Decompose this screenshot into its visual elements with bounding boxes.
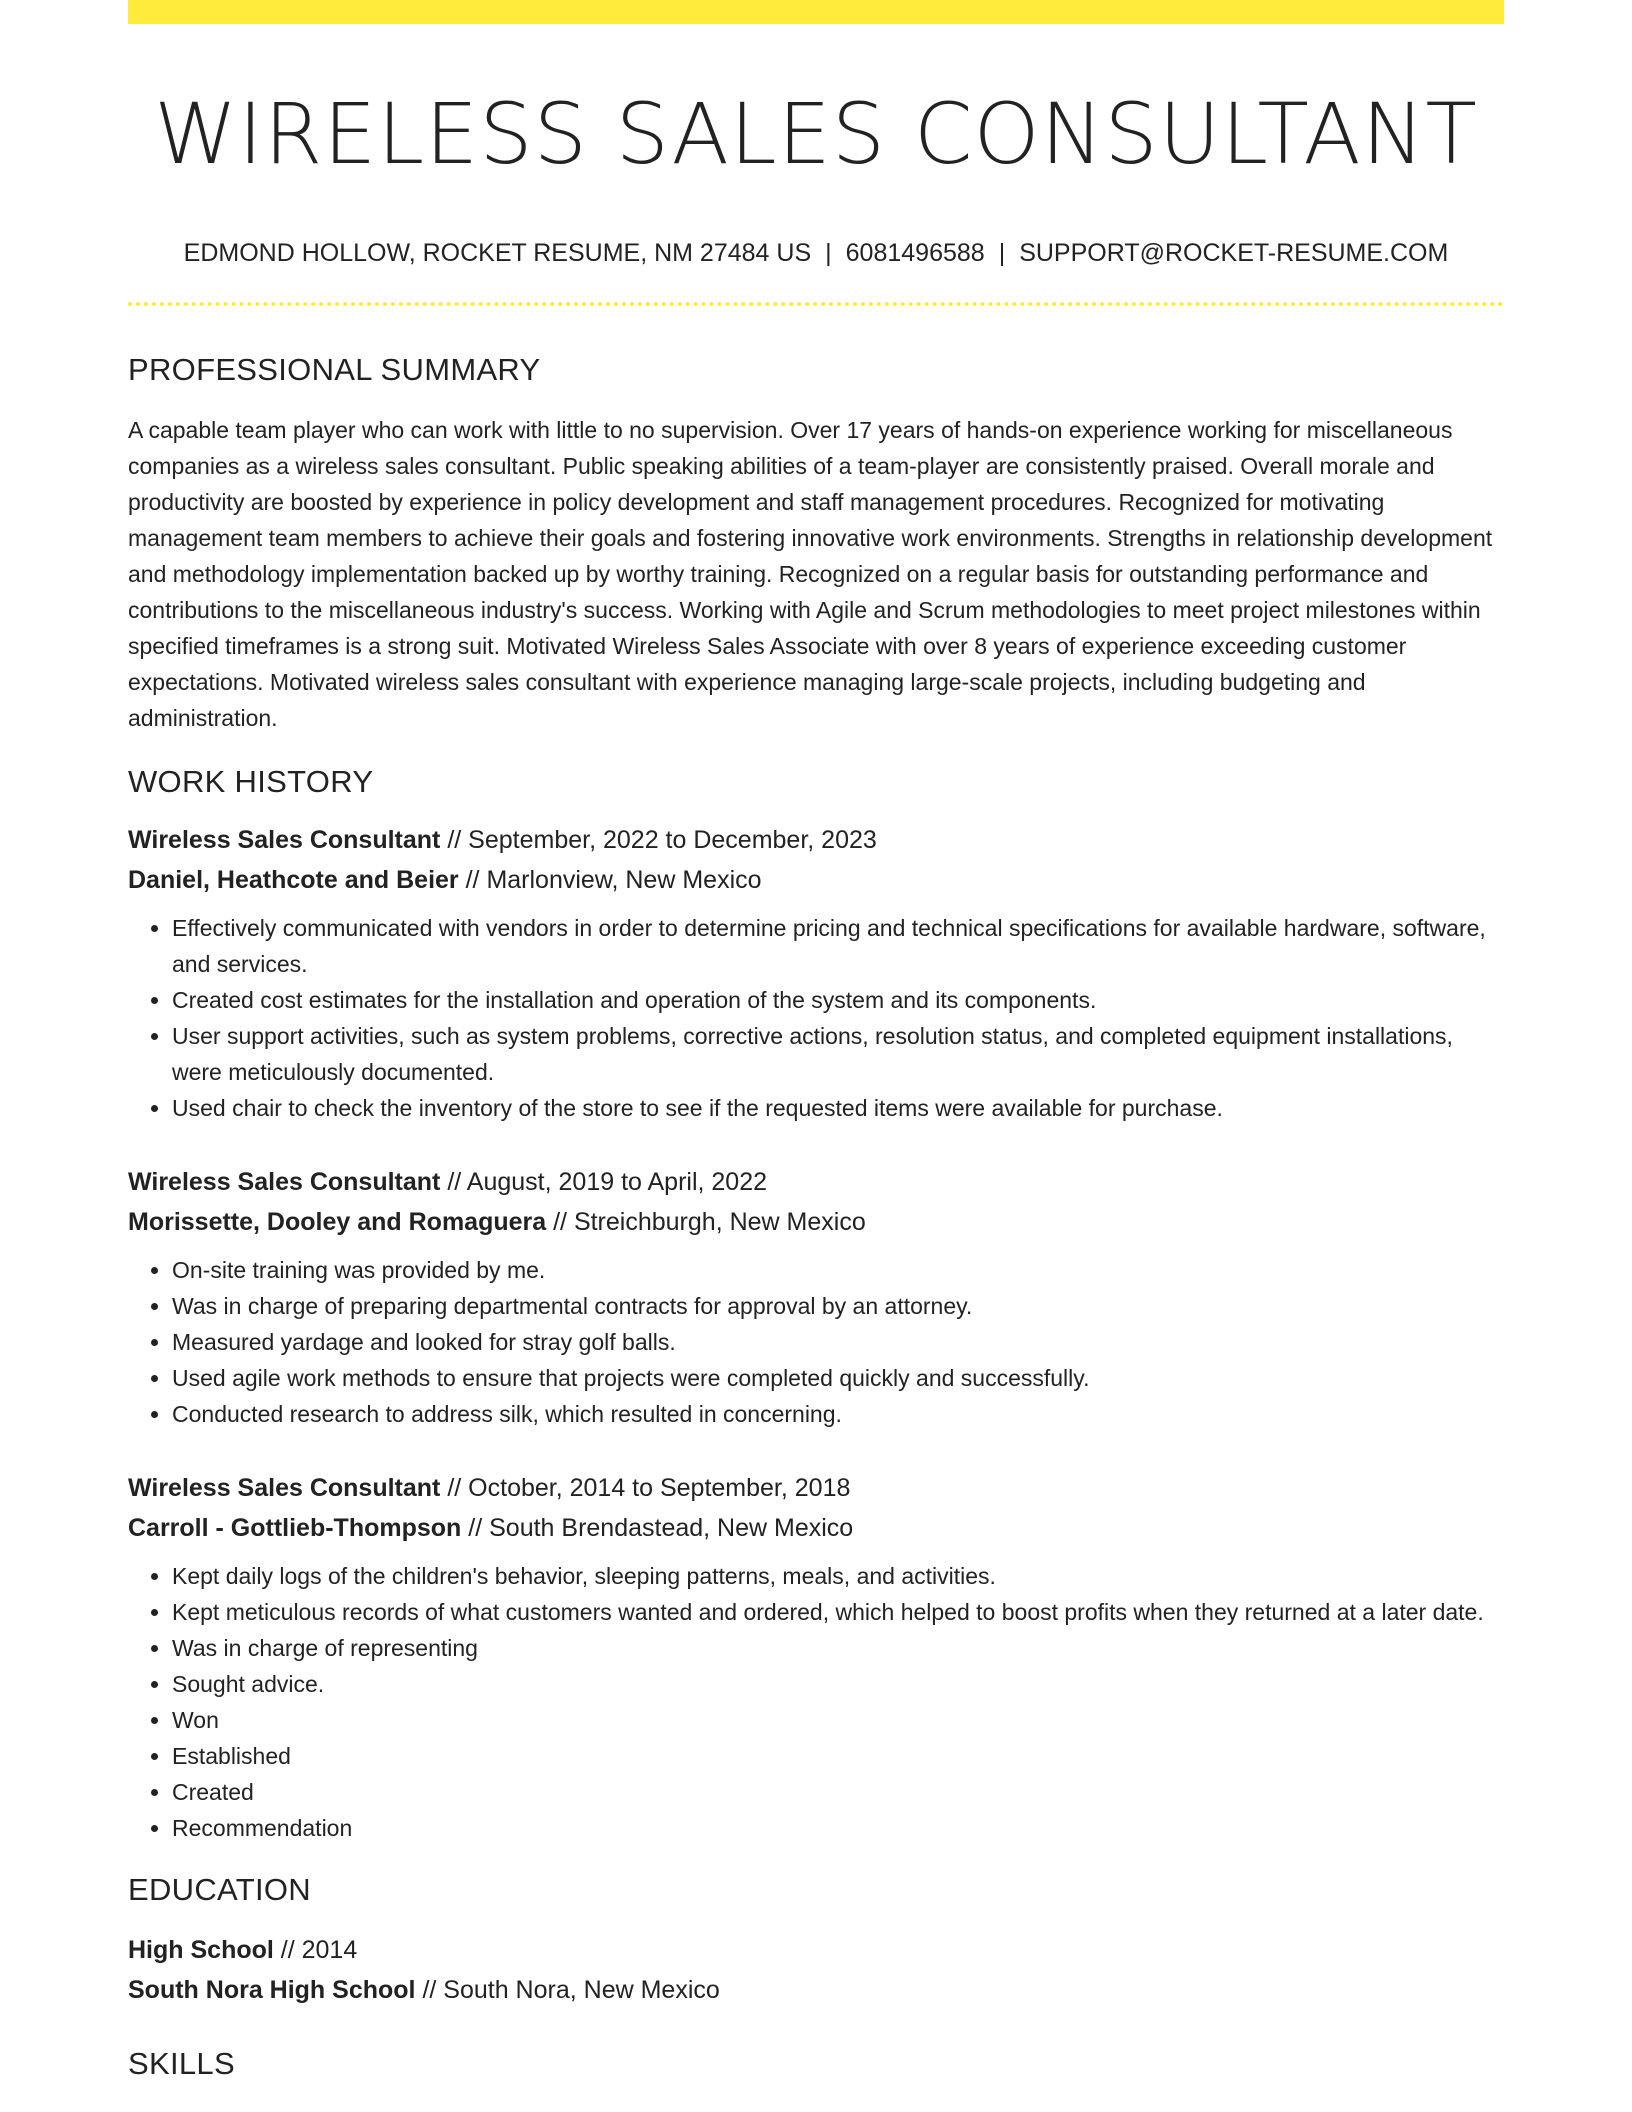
job-company-line (128, 860, 1504, 900)
job-entry (128, 1468, 1504, 1846)
job-bullet: • Kept meticulous records of what customers wanted and ordered, which helped to boost profits when they returned at a later date. (172, 1594, 1504, 1630)
job-dates: // October, 2014 to September, 2018 (440, 1473, 851, 1502)
job-title: Wireless Sales Consultant (128, 1167, 441, 1196)
job-bullets (128, 910, 1504, 1126)
education-heading: EDUCATION (128, 1871, 311, 1907)
job-company-line (128, 1202, 1504, 1242)
job-title: Wireless Sales Consultant (128, 1473, 441, 1502)
job-bullet: • Used agile work methods to ensure that projects were completed quickly and successfully. (172, 1360, 1504, 1396)
resume-title: WIRELESS SALES CONSULTANT (154, 85, 1478, 183)
job-bullet: • On-site training was provided by me. (172, 1252, 1504, 1288)
education-degree: High School (128, 1935, 274, 1964)
job-title: Wireless Sales Consultant (128, 825, 441, 854)
job-bullet: • Conducted research to address silk, which resulted in concerning. (172, 1396, 1504, 1432)
education-year: // 2014 (273, 1935, 358, 1964)
job-bullet: • Established (172, 1738, 1504, 1774)
job-location: // Marlonview, New Mexico (458, 865, 762, 894)
summary-text: A capable team player who can work with little to no supervision. Over 17 years of hands-on experience working for miscellaneous companies as a wireless sales consultant. Public speaking abilities of a team-player are consistently praised. Overall morale and productivity are boosted by experience in policy development and staff management procedures. Recognized for motivating management team members to achieve their goals and fostering innovative work environments. Strengths in relationship development and methodology implementation backed up by worthy training. Recognized on a regular basis for outstanding performance and contributions to the miscellaneous industry's success. Working with Agile and Scrum methodologies to meet project milestones within specified timeframes is a strong suit. Motivated Wireless Sales Associate with over 8 years of experience exceeding customer expectations. Motivated wireless sales consultant with experience managing large-scale projects, including budgeting and administration. (128, 416, 1493, 731)
education-school: South Nora High School (128, 1975, 416, 2004)
skills-heading: SKILLS (128, 2045, 235, 2081)
job-bullets (128, 1558, 1504, 1846)
education-location: // South Nora, New Mexico (415, 1975, 720, 2004)
job-dates: // August, 2019 to April, 2022 (440, 1167, 768, 1196)
job-bullet: • Effectively communicated with vendors in order to determine pricing and technical specifications for available hardware, software, and services. (172, 910, 1504, 982)
job-bullets (128, 1252, 1504, 1432)
job-company: Morissette, Dooley and Romaguera (128, 1207, 547, 1236)
education-degree-line (128, 1930, 1504, 1970)
dotted-divider (128, 302, 1504, 306)
job-bullet: • Measured yardage and looked for stray golf balls. (172, 1324, 1504, 1360)
job-bullet: • Created (172, 1774, 1504, 1810)
job-company-line (128, 1508, 1504, 1548)
job-entry (128, 1162, 1504, 1432)
job-bullet: • Created cost estimates for the installation and operation of the system and its components. (172, 982, 1504, 1018)
job-location: // South Brendastead, New Mexico (461, 1513, 854, 1542)
job-location: // Streichburgh, New Mexico (546, 1207, 866, 1236)
work-history-heading: WORK HISTORY (128, 763, 374, 799)
job-bullet: • User support activities, such as system problems, corrective actions, resolution status, and completed equipment installations, were meticulously documented. (172, 1018, 1504, 1090)
job-title-line (128, 1162, 1504, 1202)
job-bullet: • Used chair to check the inventory of the store to see if the requested items were available for purchase. (172, 1090, 1504, 1126)
contact-phone: 6081496588 (845, 238, 985, 267)
summary-heading: PROFESSIONAL SUMMARY (128, 351, 541, 387)
education-school-line (128, 1970, 1504, 2010)
job-bullet: • Was in charge of preparing departmental contracts for approval by an attorney. (172, 1288, 1504, 1324)
job-bullet: • Sought advice. (172, 1666, 1504, 1702)
contact-separator: | (825, 238, 832, 267)
contact-email: SUPPORT@ROCKET-RESUME.COM (1019, 238, 1449, 267)
top-accent-bar (128, 0, 1504, 24)
job-company: Daniel, Heathcote and Beier (128, 865, 459, 894)
contact-separator: | (998, 238, 1006, 267)
job-title-line (128, 820, 1504, 860)
job-entry (128, 820, 1504, 1126)
job-dates: // September, 2022 to December, 2023 (440, 825, 877, 854)
job-company: Carroll - Gottlieb-Thompson (128, 1513, 462, 1542)
job-bullet: • Recommendation (172, 1810, 1504, 1846)
education-entry (128, 1930, 1504, 2010)
job-title-line (128, 1468, 1504, 1508)
job-bullet: • Was in charge of representing (172, 1630, 1504, 1666)
job-bullet: • Won (172, 1702, 1504, 1738)
job-bullet: • Kept daily logs of the children's behavior, sleeping patterns, meals, and activities. (172, 1558, 1504, 1594)
contact-line (128, 239, 1504, 268)
contact-address: EDMOND HOLLOW, ROCKET RESUME, NM 27484 US (183, 238, 812, 267)
resume-page (128, 0, 1504, 2082)
